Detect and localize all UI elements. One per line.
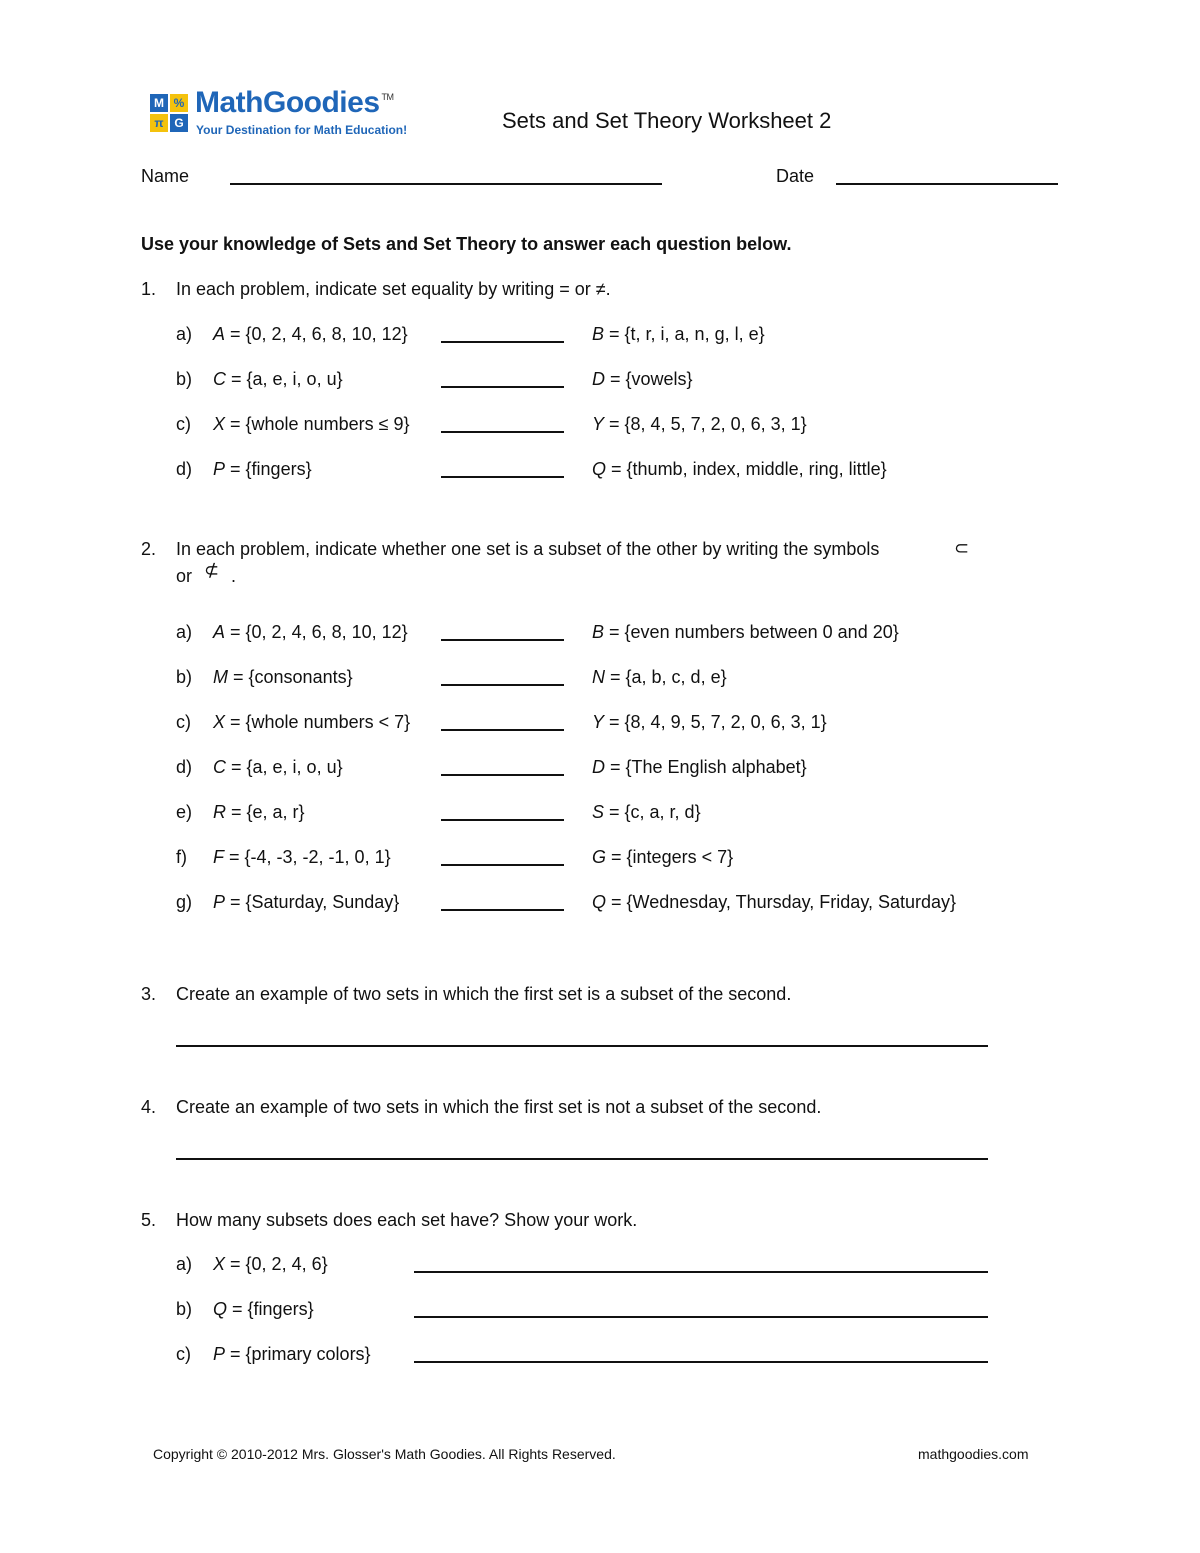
question-number: 4. bbox=[141, 1097, 157, 1117]
date-label: Date bbox=[776, 166, 815, 186]
set bbox=[213, 1299, 314, 1320]
question-prompt: In each problem, indicate whether one set is a subset of the other by writing the symbols bbox=[176, 539, 880, 559]
answer-line[interactable] bbox=[176, 1045, 988, 1047]
set-variable: N bbox=[592, 667, 605, 687]
right-set bbox=[592, 667, 727, 688]
brand-text: MathGoodies bbox=[195, 86, 380, 119]
set-variable: X bbox=[213, 1254, 226, 1274]
set bbox=[213, 1344, 371, 1365]
answer-blank[interactable] bbox=[441, 684, 564, 686]
set-definition: = {0, 2, 4, 6, 8, 10, 12} bbox=[225, 622, 408, 642]
instruction: Use your knowledge of Sets and Set Theory to answer each question below. bbox=[141, 234, 792, 254]
right-set bbox=[592, 802, 701, 823]
answer-line[interactable] bbox=[414, 1316, 988, 1318]
set-definition: = {Wednesday, Thursday, Friday, Saturday} bbox=[606, 892, 957, 912]
set-variable: D bbox=[592, 369, 605, 389]
set-definition: = {8, 4, 9, 5, 7, 2, 0, 6, 3, 1} bbox=[604, 712, 827, 732]
logo-cell: G bbox=[170, 114, 188, 132]
item-letter: g) bbox=[176, 892, 193, 912]
right-set bbox=[592, 622, 899, 643]
left-set bbox=[213, 414, 410, 435]
right-set bbox=[592, 847, 733, 868]
set-variable: B bbox=[592, 324, 605, 344]
right-set bbox=[592, 324, 765, 345]
item-letter: a) bbox=[176, 622, 193, 642]
question-prompt: Create an example of two sets in which the first set is a subset of the second. bbox=[176, 984, 792, 1004]
answer-blank[interactable] bbox=[441, 774, 564, 776]
item-letter: d) bbox=[176, 459, 193, 479]
left-set bbox=[213, 369, 343, 390]
answer-blank[interactable] bbox=[441, 819, 564, 821]
set bbox=[213, 1254, 328, 1275]
answer-line[interactable] bbox=[414, 1361, 988, 1363]
set-definition: = {The English alphabet} bbox=[605, 757, 807, 777]
right-set bbox=[592, 712, 827, 733]
set-variable: Q bbox=[592, 892, 607, 912]
set-variable: B bbox=[592, 622, 605, 642]
set-variable: C bbox=[213, 369, 226, 389]
item-letter: c) bbox=[176, 1344, 191, 1364]
item-letter: c) bbox=[176, 712, 191, 732]
set-variable: F bbox=[213, 847, 224, 867]
item-letter: d) bbox=[176, 757, 193, 777]
set-variable: Y bbox=[592, 712, 605, 732]
set-variable: Q bbox=[592, 459, 607, 479]
set-definition: = {-4, -3, -2, -1, 0, 1} bbox=[224, 847, 391, 867]
question-prompt-end: . bbox=[231, 566, 237, 586]
not-subset-symbol: ⊄ bbox=[204, 560, 220, 580]
question-number: 3. bbox=[141, 984, 157, 1004]
left-set bbox=[213, 459, 312, 480]
copyright-text: Copyright © 2010-2012 Mrs. Glosser's Math Goodies. All Rights Reserved. bbox=[153, 1446, 616, 1462]
right-set bbox=[592, 369, 693, 390]
name-field[interactable] bbox=[230, 183, 662, 185]
set-variable: P bbox=[213, 1344, 226, 1364]
answer-blank[interactable] bbox=[441, 729, 564, 731]
set-definition: = {thumb, index, middle, ring, little} bbox=[606, 459, 887, 479]
set-definition: = {fingers} bbox=[225, 459, 312, 479]
item-letter: a) bbox=[176, 324, 193, 344]
site-link[interactable]: mathgoodies.com bbox=[918, 1446, 1029, 1462]
set-definition: = {t, r, i, a, n, g, l, e} bbox=[604, 324, 765, 344]
answer-blank[interactable] bbox=[441, 864, 564, 866]
name-label: Name bbox=[141, 166, 190, 186]
page-title: Sets and Set Theory Worksheet 2 bbox=[502, 108, 832, 133]
set-definition: = {vowels} bbox=[605, 369, 693, 389]
question-number: 1. bbox=[141, 279, 157, 299]
set-definition: = {whole numbers ≤ 9} bbox=[225, 414, 410, 434]
left-set bbox=[213, 847, 391, 868]
item-letter: c) bbox=[176, 414, 191, 434]
logo-cell: % bbox=[170, 94, 188, 112]
question-prompt: Create an example of two sets in which the first set is not a subset of the second. bbox=[176, 1097, 822, 1117]
item-letter: f) bbox=[176, 847, 187, 867]
set-variable: P bbox=[213, 892, 226, 912]
left-set bbox=[213, 667, 353, 688]
set-definition: = {integers < 7} bbox=[606, 847, 734, 867]
set-definition: = {a, e, i, o, u} bbox=[226, 757, 343, 777]
answer-blank[interactable] bbox=[441, 476, 564, 478]
question-prompt: In each problem, indicate set equality by writing = or ≠. bbox=[176, 279, 611, 299]
left-set bbox=[213, 892, 399, 913]
answer-blank[interactable] bbox=[441, 639, 564, 641]
logo-cell: π bbox=[150, 114, 168, 132]
brand-tagline: Your Destination for Math Education! bbox=[196, 123, 408, 137]
set-definition: = {a, e, i, o, u} bbox=[226, 369, 343, 389]
logo-cell: M bbox=[150, 94, 168, 112]
set-definition: = {even numbers between 0 and 20} bbox=[604, 622, 899, 642]
set-definition: = {0, 2, 4, 6, 8, 10, 12} bbox=[225, 324, 408, 344]
answer-blank[interactable] bbox=[441, 431, 564, 433]
set-variable: S bbox=[592, 802, 605, 822]
set-definition: = {whole numbers < 7} bbox=[225, 712, 411, 732]
item-letter: b) bbox=[176, 667, 193, 687]
item-letter: b) bbox=[176, 1299, 193, 1319]
answer-line[interactable] bbox=[176, 1158, 988, 1160]
set-variable: G bbox=[592, 847, 607, 867]
set-variable: Q bbox=[213, 1299, 228, 1319]
set-variable: D bbox=[592, 757, 605, 777]
set-variable: C bbox=[213, 757, 226, 777]
left-set bbox=[213, 802, 305, 823]
item-letter: a) bbox=[176, 1254, 193, 1274]
right-set bbox=[592, 757, 807, 778]
set-variable: X bbox=[213, 712, 226, 732]
question-prompt: How many subsets does each set have? Show your work. bbox=[176, 1210, 638, 1230]
set-definition: = {8, 4, 5, 7, 2, 0, 6, 3, 1} bbox=[604, 414, 807, 434]
set-definition: = {primary colors} bbox=[225, 1344, 371, 1364]
trademark: TM bbox=[381, 92, 394, 102]
answer-blank[interactable] bbox=[441, 386, 564, 388]
item-letter: b) bbox=[176, 369, 193, 389]
set-variable: X bbox=[213, 414, 226, 434]
question-number: 5. bbox=[141, 1210, 157, 1230]
date-field[interactable] bbox=[836, 183, 1058, 185]
item-letter: e) bbox=[176, 802, 193, 822]
brand-name bbox=[195, 86, 392, 120]
left-set bbox=[213, 757, 343, 778]
set-definition: = {0, 2, 4, 6} bbox=[225, 1254, 328, 1274]
right-set bbox=[592, 892, 956, 913]
left-set bbox=[213, 622, 408, 643]
set-variable: M bbox=[213, 667, 228, 687]
set-variable: R bbox=[213, 802, 226, 822]
answer-line[interactable] bbox=[414, 1271, 988, 1273]
subset-symbol: ⊂ bbox=[954, 538, 970, 558]
answer-blank[interactable] bbox=[441, 341, 564, 343]
set-variable: Y bbox=[592, 414, 605, 434]
set-definition: = {c, a, r, d} bbox=[604, 802, 701, 822]
set-variable: A bbox=[213, 324, 226, 344]
question-prompt-or: or bbox=[176, 566, 193, 586]
left-set bbox=[213, 712, 410, 733]
set-variable: A bbox=[213, 622, 226, 642]
answer-blank[interactable] bbox=[441, 909, 564, 911]
set-definition: = {consonants} bbox=[228, 667, 353, 687]
question-number: 2. bbox=[141, 539, 157, 559]
right-set bbox=[592, 414, 807, 435]
set-definition: = {Saturday, Sunday} bbox=[225, 892, 400, 912]
left-set bbox=[213, 324, 408, 345]
right-set bbox=[592, 459, 887, 480]
set-definition: = {a, b, c, d, e} bbox=[605, 667, 727, 687]
set-variable: P bbox=[213, 459, 226, 479]
set-definition: = {fingers} bbox=[227, 1299, 314, 1319]
set-definition: = {e, a, r} bbox=[226, 802, 305, 822]
logo-mark bbox=[150, 94, 188, 132]
